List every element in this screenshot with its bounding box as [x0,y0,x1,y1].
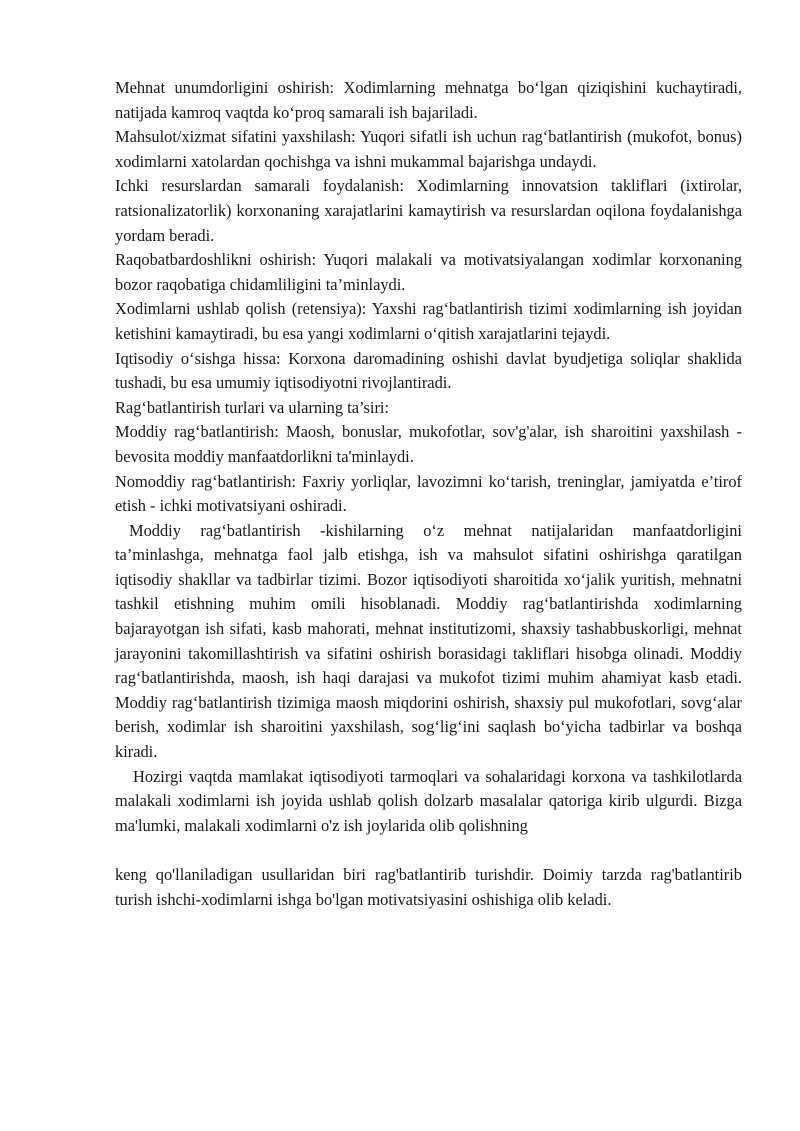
paragraph-quality-improvement: Mahsulot/xizmat sifatini yaxshilash: Yuqori sifatli ish uchun rag‘batlantirish (mukofot, bonus) xodimlarni xatolardan qochishga va ishni mukammal bajarishga undaydi. [115,127,742,171]
paragraph-retention: Xodimlarni ushlab qolish (retensiya): Yaxshi rag‘batlantirish tizimi xodimlarning ish joyidan ketishini kamaytiradi, bu esa yangi xodimlarni o‘qitish xarajatlarini tejaydi. [115,299,742,343]
paragraph-nonmaterial-incentive: Nomoddiy rag‘batlantirish: Faxriy yorliqlar, lavozimni ko‘tarish, treninglar, jamiyatda e’tirof etish - ichki motivatsiyani oshiradi. [115,471,742,516]
paragraph-internal-resources: Ichki resurslardan samarali foydalanish: Xodimlarning innovatsion takliflari (ixtirolar, ratsionalizatorlik) korxonaning xarajatlarini kamaytirish va resurslardan oqilona foydalanishga yordam beradi. [115,176,742,245]
paragraph-incentive-types-heading: Rag‘batlantirish turlari va ularning ta’siri: [115,397,390,417]
blank-line [115,838,742,863]
paragraph-current-situation: Hozirgi vaqtda mamlakat iqtisodiyoti tarmoqlari va sohalaridagi korxona va tashkilotlarda malakali xodimlarni ish joyida ushlab qolish dolzarb masalalar qatoriga kirib ulgurdi. Bizga ma'lumki, malakali xodimlarni o'z ish joylarida olib qolishning [115,766,742,835]
paragraph-labor-productivity: Mehnat unumdorligini oshirish: Xodimlarning mehnatga bo‘lgan qiziqishini kuchaytiradi, natijada kamroq vaqtda ko‘proq samarali ish bajariladi. [115,78,742,122]
document-page [115,76,742,912]
paragraph-material-incentive: Moddiy rag‘batlantirish: Maosh, bonuslar, mukofotlar, sov'g'alar, ish sharoitini yaxshilash - bevosita moddiy manfaatdorlikni ta'minlaydi. [115,422,742,466]
paragraph-conclusion: keng qo'llaniladigan usullaridan biri rag'batlantirib turishdir. Doimiy tarzda rag'batlantirib turish ishchi-xodimlarni ishga bo'lgan motivatsiyasini oshishiga olib keladi. [115,865,742,909]
paragraph-economic-growth: Iqtisodiy o‘sishga hissa: Korxona daromadining oshishi davlat byudjetiga soliqlar shaklida tushadi, bu esa umumiy iqtisodiyotni rivojlantiradi. [115,348,742,393]
paragraph-material-incentive-definition: Moddiy rag‘batlantirish -kishilarning o‘z mehnat natijalaridan manfaatdorligini ta’minlashga, mehnatga faol jalb etishga, ish va mahsulot sifatini oshirishga qaratilgan iqtisodiy shakllar va tadbirlar tizimi. Bozor iqtisodiyoti sharoitida xo‘jalik yuritish, mehnatni tashkil etishning muhim omili hisoblanadi. Moddiy rag‘batlantirishda xodimlarning bajarayotgan ish sifati, kasb mahorati, mehnat institutizomi, shaxsiy tashabbuskorligi, mehnat jarayonini takomillashtirish va sifatini oshirish borasidagi takliflari hisobga olinadi. Moddiy rag‘batlantirishda, maosh, ish haqi darajasi va mukofot tizimi muhim ahamiyat kasb etadi. Moddiy rag‘batlantirish tizimiga maosh miqdorini oshirish, shaxsiy pul mukofotlari, sovg‘alar berish, xodimlar ish sharoitini yaxshilash, sog‘lig‘ini saqlash bo‘yicha tadbirlar va boshqa kiradi. [115,520,742,762]
paragraph-competitiveness: Raqobatbardoshlikni oshirish: Yuqori malakali va motivatsiyalangan xodimlar korxonaning bozor raqobatiga chidamliligini ta’minlaydi. [115,250,742,294]
